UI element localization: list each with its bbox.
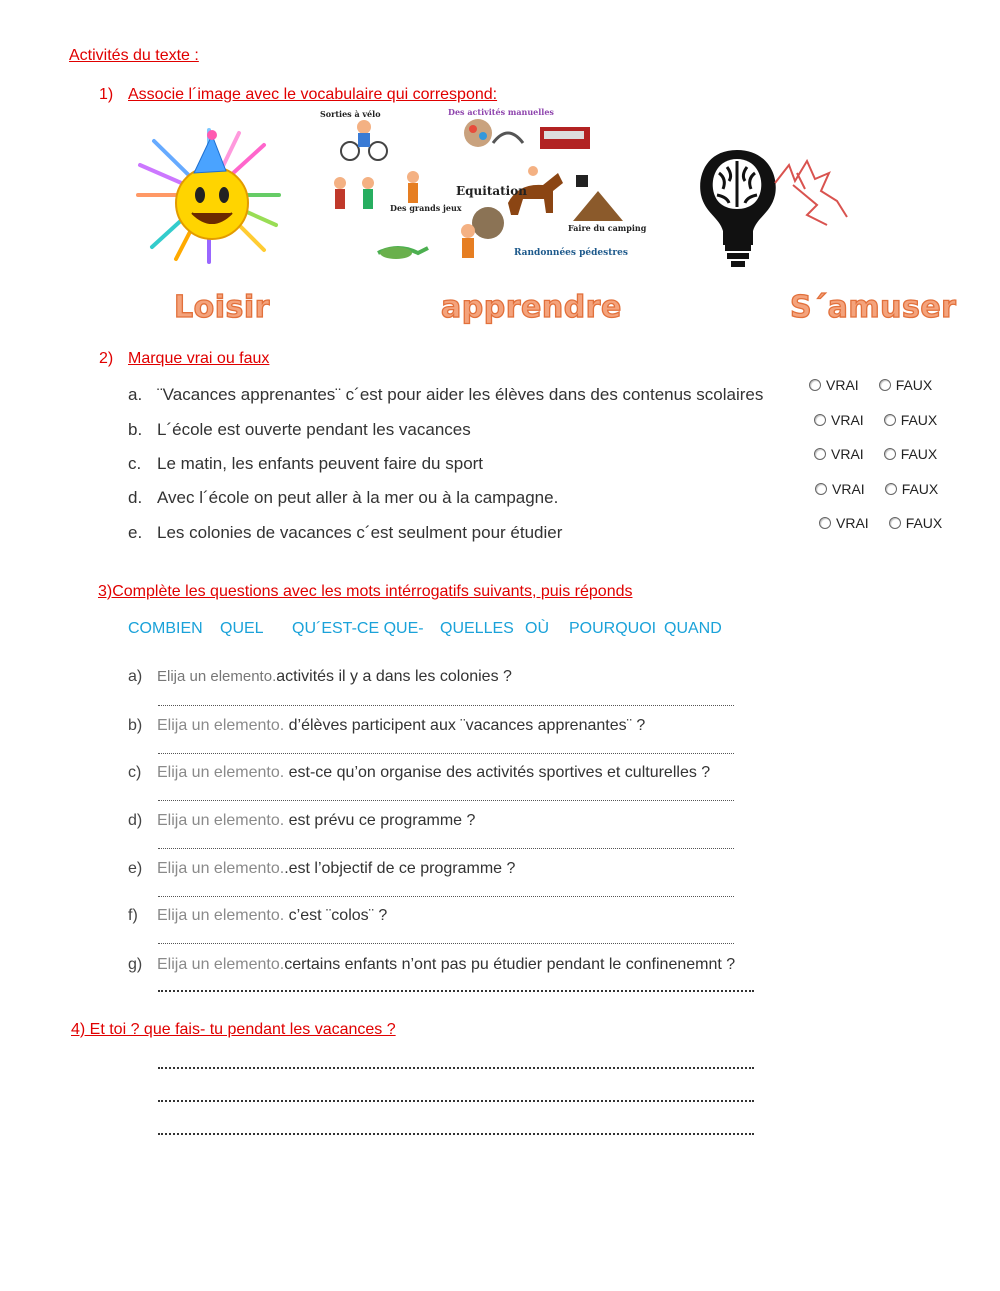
- word-dropdown[interactable]: Elija un elemento.: [157, 812, 285, 829]
- tf-letter-d: d.: [128, 488, 143, 507]
- radio-circle[interactable]: [815, 483, 827, 495]
- question-a: [157, 668, 512, 686]
- collage-label-camping: Faire du camping: [568, 223, 647, 233]
- brain-lightbulb-image: [697, 145, 862, 270]
- word-dropdown[interactable]: Elija un elemento.: [157, 717, 285, 734]
- question-text: activités il y a dans les colonies ?: [276, 668, 512, 685]
- radio-label-faux: FAUX: [901, 481, 939, 497]
- radio-label-faux: FAUX: [905, 515, 943, 531]
- section2-number: 2): [99, 350, 114, 367]
- question-text: d’élèves participent aux ¨vacances apprenantes¨ ?: [284, 717, 646, 734]
- page-title: Activités du texte :: [69, 47, 199, 64]
- tf-letter-c: c.: [128, 454, 142, 473]
- radio-circle[interactable]: [885, 483, 897, 495]
- radio-faux-c[interactable]: [884, 446, 938, 462]
- radio-circle[interactable]: [809, 379, 821, 391]
- wordbank-pourquoi: POURQUOI: [569, 620, 657, 637]
- tf-statement-a: ¨Vacances apprenantes¨ c´est pour aider les élèves dans des contenus scolaires: [157, 385, 764, 404]
- radio-label-faux: FAUX: [895, 377, 933, 393]
- word-loisir: Loisir: [174, 290, 270, 325]
- answer-line[interactable]: [158, 896, 734, 897]
- tf-radio-group-c: [814, 446, 937, 462]
- word-dropdown[interactable]: Elija un elemento.: [157, 956, 285, 973]
- question-f: [157, 907, 387, 925]
- tf-letter-a: a.: [128, 385, 143, 404]
- radio-label-vrai: VRAI: [831, 446, 864, 462]
- wordbank-combien: COMBIEN: [128, 620, 203, 637]
- collage-label-bike: Sorties à vélo: [320, 109, 381, 119]
- radio-vrai-c[interactable]: [814, 446, 864, 462]
- wordbank-quand: QUAND: [664, 620, 722, 637]
- tf-statement-e: Les colonies de vacances c´est seulment pour étudier: [157, 523, 563, 542]
- answer-line[interactable]: [158, 705, 734, 706]
- question-letter-b: b): [128, 717, 143, 734]
- radio-vrai-d[interactable]: [815, 481, 865, 497]
- radio-vrai-b[interactable]: [814, 412, 864, 428]
- radio-label-vrai: VRAI: [831, 412, 864, 428]
- word-samuser: S´amuser: [790, 290, 957, 325]
- answer-line[interactable]: [158, 753, 734, 754]
- question-b: [157, 717, 645, 735]
- radio-circle[interactable]: [814, 414, 826, 426]
- radio-label-faux: FAUX: [900, 446, 938, 462]
- answer-line-1[interactable]: [158, 1067, 754, 1069]
- radio-circle[interactable]: [814, 448, 826, 460]
- radio-vrai-a[interactable]: [809, 377, 859, 393]
- tf-letter-b: b.: [128, 420, 143, 439]
- radio-label-vrai: VRAI: [826, 377, 859, 393]
- answer-line[interactable]: [158, 848, 734, 849]
- radio-faux-d[interactable]: [885, 481, 939, 497]
- tf-radio-group-d: [815, 481, 938, 497]
- word-apprendre: apprendre: [441, 290, 622, 325]
- question-letter-d: d): [128, 812, 143, 829]
- word-dropdown[interactable]: Elija un elemento.: [157, 860, 285, 877]
- word-dropdown[interactable]: Elija un elemento.: [157, 668, 277, 685]
- radio-label-vrai: VRAI: [836, 515, 869, 531]
- tf-radio-group-b: [814, 412, 937, 428]
- tf-letter-e: e.: [128, 523, 143, 542]
- radio-circle[interactable]: [889, 517, 901, 529]
- radio-circle[interactable]: [879, 379, 891, 391]
- answer-line[interactable]: [158, 800, 734, 801]
- section4-heading: 4) Et toi ? que fais- tu pendant les vacances ?: [71, 1021, 396, 1038]
- collage-label-equitation: Equitation: [456, 184, 527, 198]
- radio-label-faux: FAUX: [900, 412, 938, 428]
- question-letter-a: a): [128, 668, 143, 685]
- tf-statement-d: Avec l´école on peut aller à la mer ou à la campagne.: [157, 488, 559, 507]
- radio-vrai-e[interactable]: [819, 515, 869, 531]
- smiley-party-image: [134, 125, 284, 265]
- radio-circle[interactable]: [884, 414, 896, 426]
- question-c: [157, 764, 710, 782]
- word-dropdown[interactable]: Elija un elemento.: [157, 764, 285, 781]
- question-d: [157, 812, 475, 830]
- question-text: est-ce qu’on organise des activités sportives et culturelles ?: [284, 764, 711, 781]
- activities-collage-image: [318, 103, 647, 275]
- radio-circle[interactable]: [819, 517, 831, 529]
- tf-radio-group-e: [819, 515, 942, 531]
- wordbank-quelles: QUELLES: [440, 620, 514, 637]
- question-g: [157, 956, 735, 974]
- question-text: .est l’objectif de ce programme ?: [284, 860, 516, 877]
- tf-statement-b: L´école est ouverte pendant les vacances: [157, 420, 471, 439]
- section3-heading: 3)Complète les questions avec les mots intérrogatifs suivants, puis réponds: [98, 583, 633, 600]
- question-text: c’est ¨colos¨ ?: [284, 907, 388, 924]
- collage-label-manual: Des activités manuelles: [448, 107, 554, 117]
- section1-number: 1): [99, 86, 114, 103]
- question-letter-f: f): [128, 907, 138, 924]
- tf-radio-group-a: [809, 377, 932, 393]
- answer-line[interactable]: [158, 943, 734, 944]
- answer-line[interactable]: [158, 990, 754, 992]
- radio-faux-b[interactable]: [884, 412, 938, 428]
- question-e: [157, 860, 515, 878]
- section2-heading: Marque vrai ou faux: [128, 350, 270, 367]
- answer-line-2[interactable]: [158, 1100, 754, 1102]
- tf-statement-c: Le matin, les enfants peuvent faire du sport: [157, 454, 484, 473]
- wordbank-quel: QUEL: [220, 620, 264, 637]
- question-text: est prévu ce programme ?: [284, 812, 476, 829]
- radio-faux-e[interactable]: [889, 515, 943, 531]
- wordbank-ou: OÙ: [525, 620, 549, 637]
- word-dropdown[interactable]: Elija un elemento.: [157, 907, 285, 924]
- collage-label-games: Des grands jeux: [390, 203, 462, 213]
- wordbank-quest-ce-que: QU´EST-CE QUE-: [292, 620, 424, 637]
- radio-faux-a[interactable]: [879, 377, 933, 393]
- collage-label-hiking: Randonnées pédestres: [514, 248, 628, 258]
- question-letter-g: g): [128, 956, 143, 973]
- radio-label-vrai: VRAI: [832, 481, 865, 497]
- question-letter-c: c): [128, 764, 142, 781]
- question-text: certains enfants n’ont pas pu étudier pendant le confinenemnt ?: [284, 956, 736, 973]
- answer-line-3[interactable]: [158, 1133, 754, 1135]
- section1-heading: Associe l´image avec le vocabulaire qui correspond:: [128, 86, 498, 103]
- radio-circle[interactable]: [884, 448, 896, 460]
- question-letter-e: e): [128, 860, 143, 877]
